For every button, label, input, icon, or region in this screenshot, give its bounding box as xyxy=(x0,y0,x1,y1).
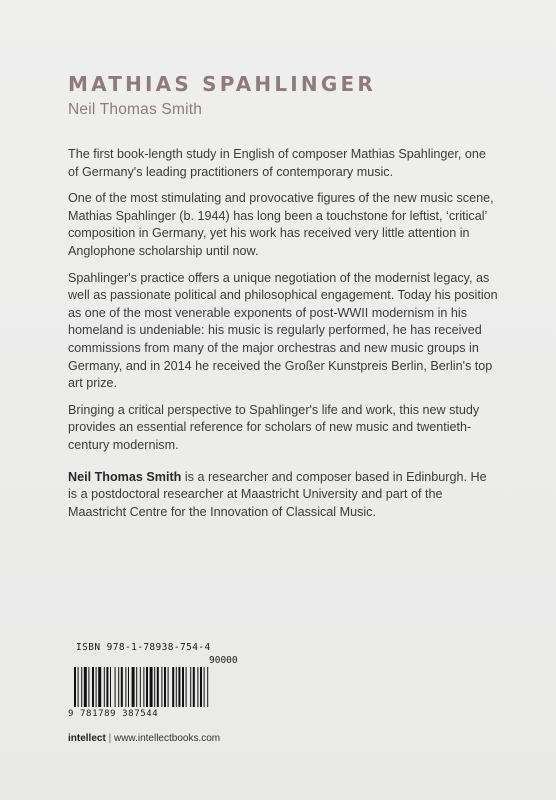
blurb xyxy=(68,146,498,530)
blurb-paragraph-4: Bringing a critical perspective to Spahlinger's life and work, this new study provides an essential reference for scholars of new music and twentieth-century modernism. xyxy=(68,402,480,452)
blurb-paragraph-2: One of the most stimulating and provocative figures of the new music scene, Mathias Spahlinger (b. 1944) has long been a touchstone for leftist, ‘critical’ composition in Germany, yet his work has received very little attention in Anglophone scholarship until now. xyxy=(68,191,494,258)
author-bio-name: Neil Thomas Smith xyxy=(68,469,182,484)
publisher-separator: | xyxy=(108,733,112,744)
blurb-paragraph-1: The first book-length study in English of composer Mathias Spahlinger, one of Germany's leading practitioners of contemporary music. xyxy=(68,147,486,179)
ean-number: 9 781789 387544 xyxy=(68,709,159,719)
publisher-name: intellect xyxy=(68,733,106,744)
publisher-line xyxy=(68,733,220,744)
book-author: Neil Thomas Smith xyxy=(68,101,203,118)
barcode-icon xyxy=(74,667,252,709)
price-code: 90000 xyxy=(209,655,238,666)
author-bio xyxy=(68,469,498,522)
publisher-url[interactable]: www.intellectbooks.com xyxy=(113,733,221,744)
book-title: MATHIAS SPAHLINGER xyxy=(68,72,376,96)
author-bio-text: is a researcher and composer based in Edinburgh. He is a postdoctoral researcher at Maastricht University and part of the Maastricht Centre for the Innovation of Classical Music. xyxy=(68,469,487,519)
isbn-barcode xyxy=(68,640,258,726)
isbn-label: ISBN 978-1-78938-754-4 xyxy=(76,642,211,653)
blurb-paragraph-3: Spahlinger's practice offers a unique negotiation of the modernist legacy, as well as passionate political and philosophical engagement. Today his position as one of the most venerable exponents of post-WWII modernism in his homeland is undeniable: his music is regularly performed, he has received commissions from many of the major orchestras and new music groups in Germany, and in 2014 he received the Großer Kunstpreis Berlin, Berlin's top art prize. xyxy=(68,270,498,391)
